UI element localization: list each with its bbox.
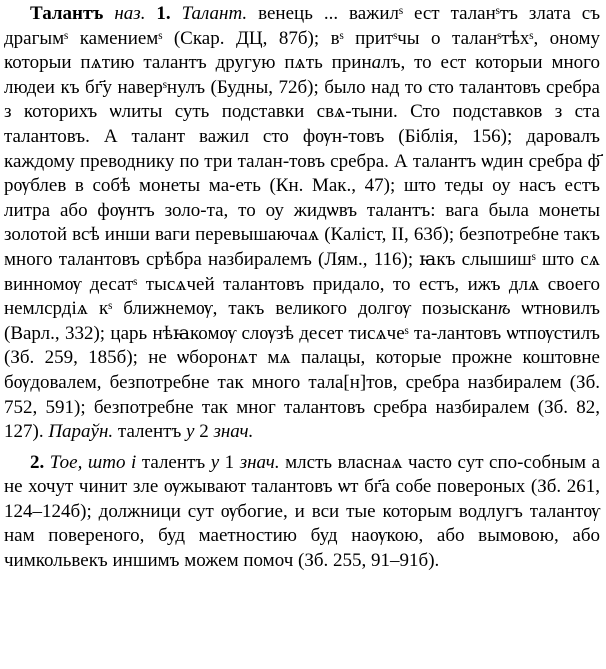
italic-text: ѣ [497,298,511,320]
text-run [103,3,114,24]
italic-text: а [371,52,382,74]
text-run: лъ, то ест которыи много людеи къ бг҃у наверˢнулъ (Будны, 72б); было над то сто талантовъ сребра з которихъ ѡлиты суть подставки свѧ-тыни. Сто подставков з ста талантовъ. А талант важил сто фѹн-товъ (Біблія, 156); даровалъ каждому преводнику по три талан-товъ сребра. А талантъ ѡдин сребра ф҃ рѹблев в собѣ монеты ма-еть (Кн. Мак., 47); што теды оу насъ естъ литра або фѹнтъ золо-та, то оу жидѡвъ талантъ: вага была монеты золотой всѣ инши ваги перевышаючаѧ (Каліст, ІІ, 63б); безпотребне такъ много талантовъ срѣбра назбиралемъ (Лям., 116); ꙗкъ слышишˢ што сѧ винномѹ десатˢ тысѧчей талантовъ придало, то естъ, ижъ длѧ своего немлсрдіѧ кˢ ближнемѹ, такъ великого долгѹ позыскан [4,52,601,320]
text-run [171,3,182,24]
sense-number: 2. [30,451,45,473]
italic-text: Тое, што і [49,451,137,473]
text-run: венець ... важилˢ ест таланˢтъ злата съ драгымˢ камениемˢ (Скар. ДЦ, 87б); вˢ притˢчы о таланˢтѣхˢ, оному которыи пѧтию талантъ другую пѧть прин [4,3,601,74]
italic-text: у [210,451,220,473]
entry-paragraph-2 [4,451,600,574]
text-run: 1 [219,451,240,473]
text-run: 2 [194,421,214,443]
text-run: талентъ [136,451,211,473]
text-run: ѡтновилъ (Варл., 332); царь нѣꙗкомѹ слѹзѣ десет тисѧчеˢ та-лантовъ ѡтпѹстилъ (Зб. 259, 185б); не ѡборонѧт мѧ палацы, которые прожне коштовне бѹдовалем, безпотребне так много тала[н]тов, сребра назбиралем (Зб. 752, 591); безпотребне так мног талантовъ сребра назбиралем (Зб. 82, 127). [4,298,600,443]
italic-text: Параўн. [48,421,114,443]
entry-paragraph-1 [4,2,600,445]
sense-number: 1. [156,3,171,24]
headword: Талантъ [30,3,104,24]
italic-text: знач. [213,421,254,443]
italic-text: знач. [239,451,280,473]
text-run [145,3,156,24]
text-run: млсть власнаѧ часто сут спо-собным а не хочут чинит зле ѹжывают талантовъ ѡт бг҃а собе повероных (Зб. 261, 124–124б); должници сут ѹбогие, и вси тые которым водлугъ талантѹ нам повереного, буд маетностию буд наѹкою, або вымовою, або чимкольвекъ иншимъ можем помоч (Зб. 255, 91–91б). [4,451,601,572]
italic-text: наз. [114,3,146,24]
text-run: талентъ [113,421,187,443]
dictionary-entry [4,2,600,574]
italic-text: Талант. [181,3,248,24]
italic-text: у [186,421,195,443]
